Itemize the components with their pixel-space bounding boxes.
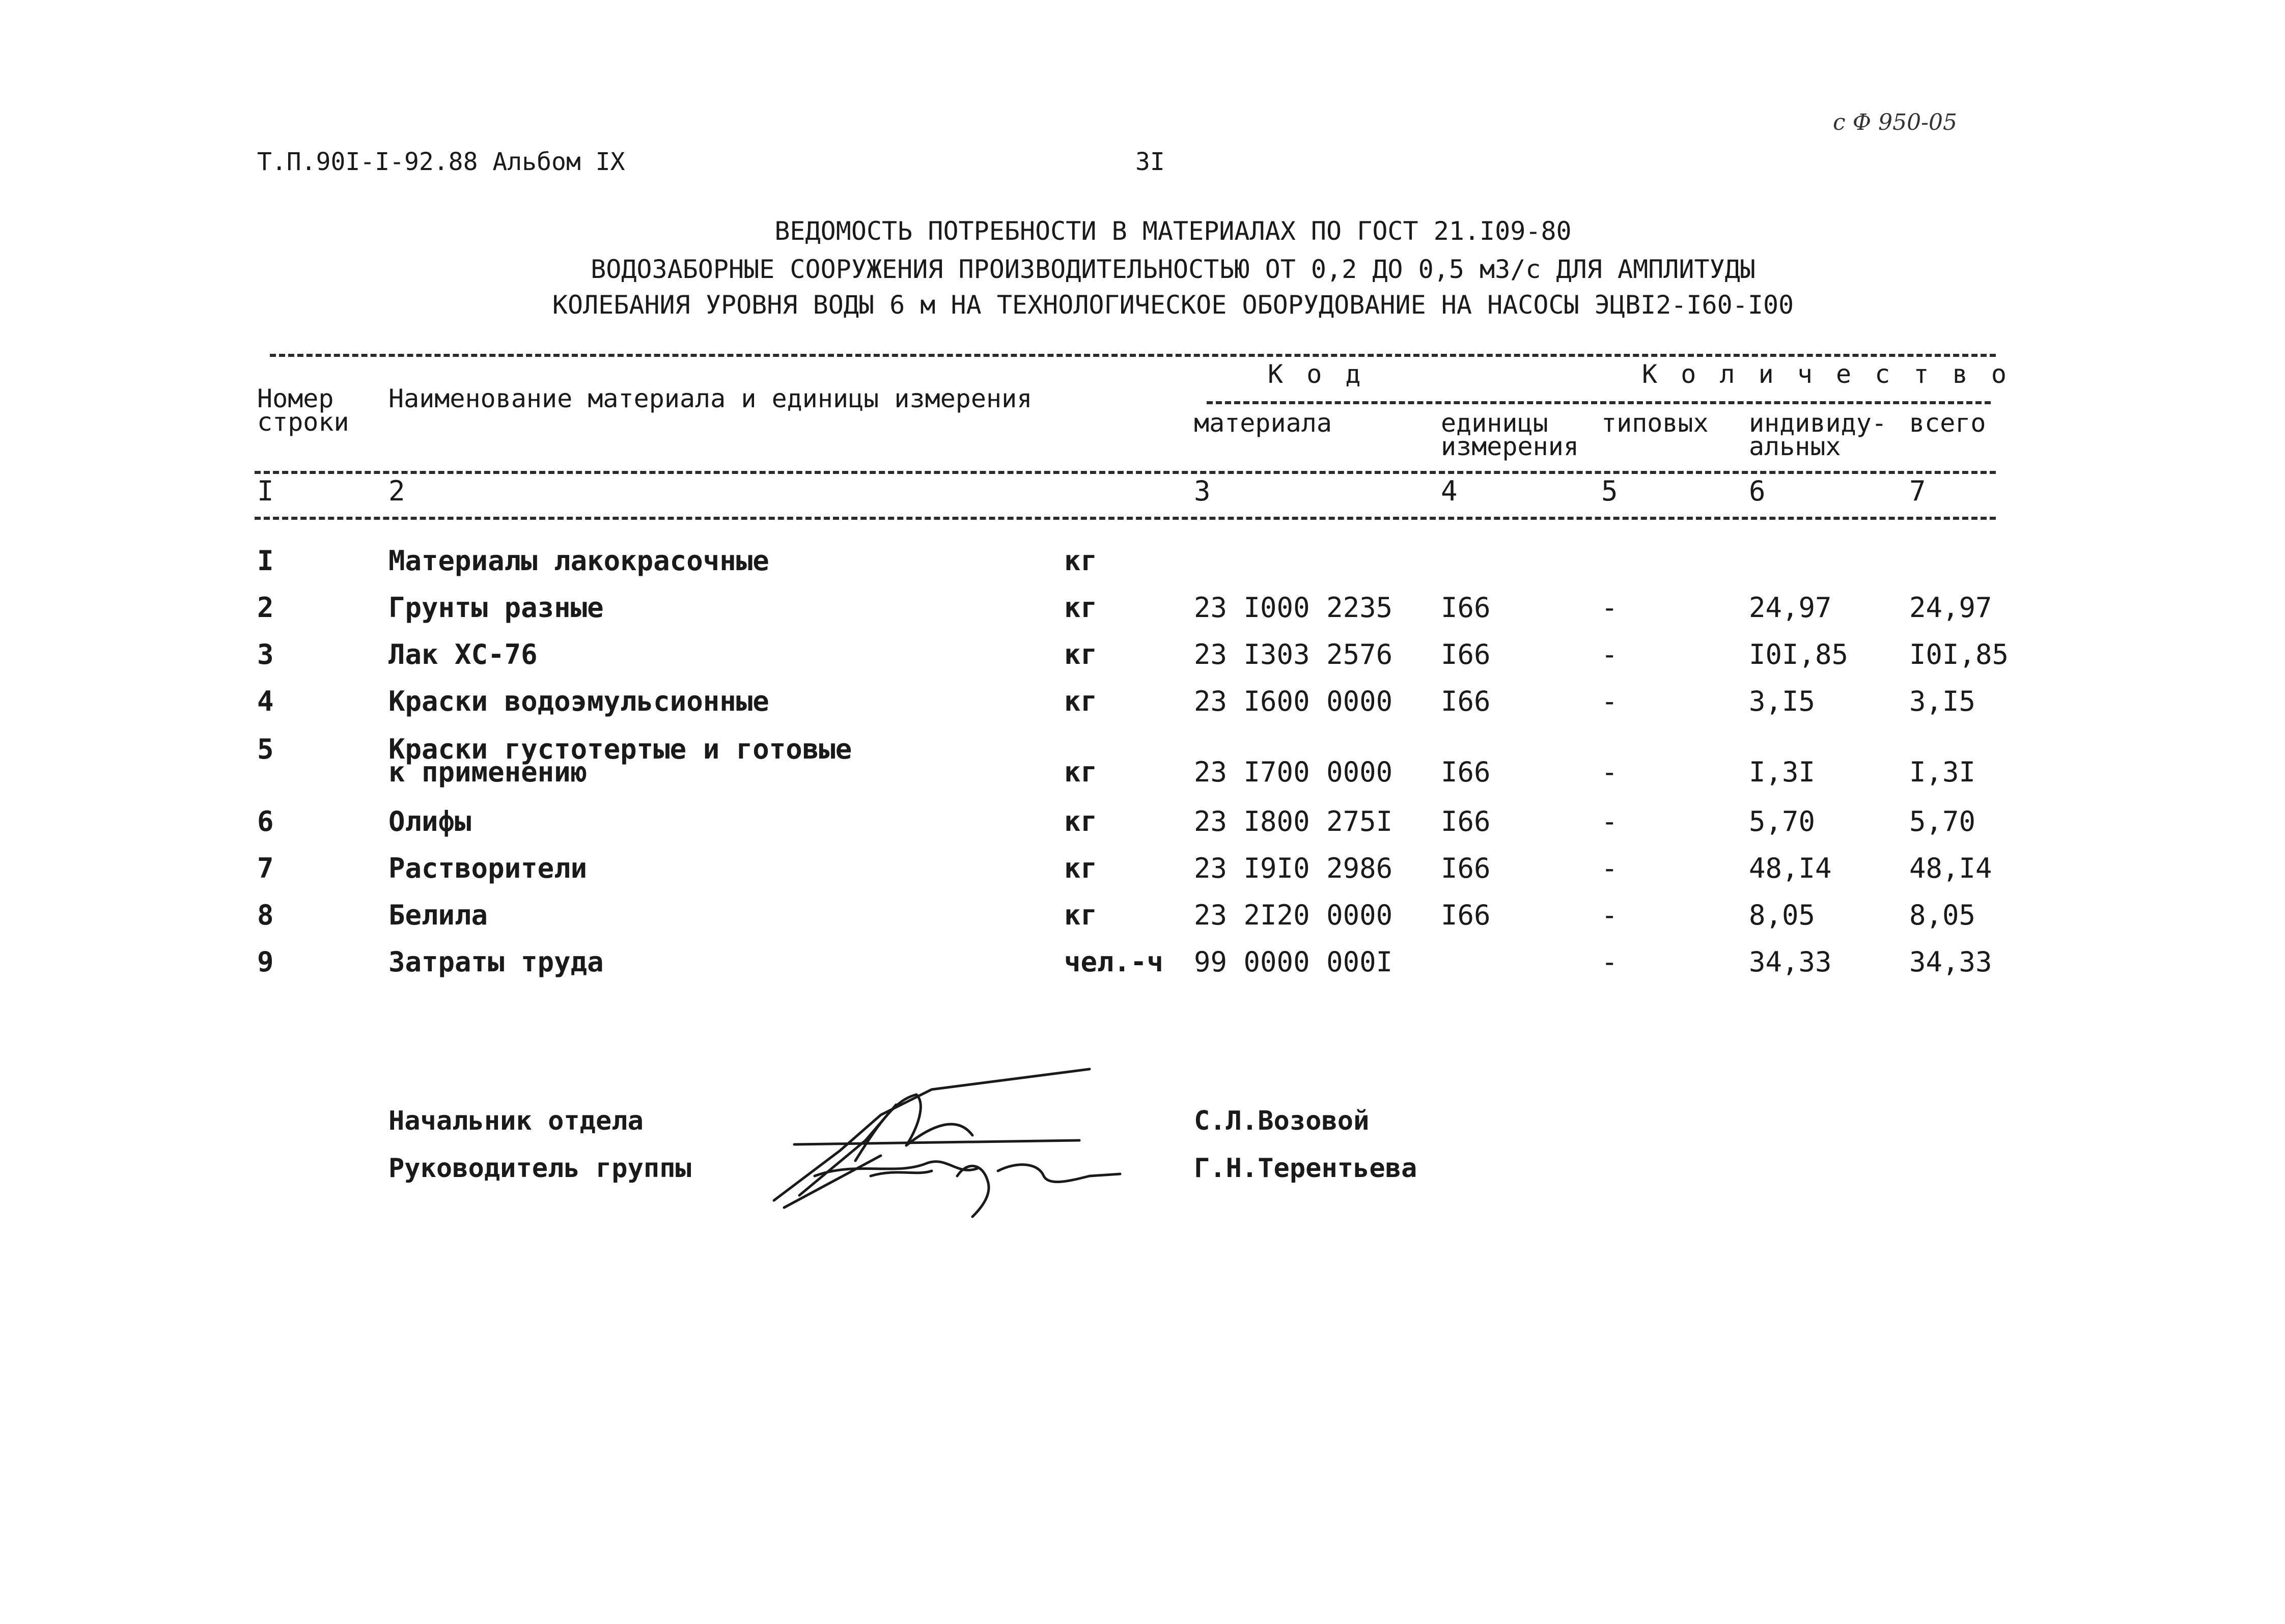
individual-quantity: 24,97 (1749, 592, 1832, 624)
header-individual: индивиду- альных (1749, 408, 1887, 461)
total-quantity: 3,I5 (1909, 685, 1976, 717)
title-line-3: КОЛЕБАНИЯ УРОВНЯ ВОДЫ 6 м НА ТЕХНОЛОГИЧЕСКОЕ ОБОРУДОВАНИЕ НА НАСОСЫ ЭЦВI2-I60-I00 (552, 290, 1794, 320)
row-number: 4 (257, 685, 274, 717)
unit-of-measure: кг (1064, 685, 1098, 717)
unit-of-measure: кг (1064, 638, 1098, 670)
unit-of-measure: кг (1064, 592, 1098, 624)
individual-quantity: 3,I5 (1749, 685, 1816, 717)
total-quantity: I,3I (1909, 756, 1976, 788)
column-number: 5 (1601, 475, 1618, 507)
individual-quantity: 48,I4 (1749, 852, 1832, 884)
typical-quantity: - (1601, 685, 1618, 717)
material-code: 23 I700 0000 (1194, 756, 1393, 788)
row-number: I (257, 545, 274, 577)
row-number: 3 (257, 638, 274, 670)
material-name: Краски густотертые и готовые (388, 733, 852, 765)
column-number: 3 (1194, 475, 1211, 507)
row-number: 9 (257, 946, 274, 978)
unit-code: I66 (1441, 638, 1491, 670)
document-id: Т.П.90I-I-92.88 Альбом IX (257, 148, 625, 176)
column-number: 7 (1909, 475, 1926, 507)
unit-of-measure: кг (1064, 545, 1098, 577)
total-quantity: 24,97 (1909, 592, 1992, 624)
unit-of-measure: чел.-ч (1064, 946, 1164, 978)
individual-quantity: 34,33 (1749, 946, 1832, 978)
material-name: Грунты разные (388, 592, 604, 624)
header-row-no: Номер строки (257, 384, 349, 437)
material-code: 23 I600 0000 (1194, 685, 1393, 717)
header-unit-code: единицы измерения (1441, 408, 1579, 461)
unit-of-measure: кг (1064, 852, 1098, 884)
total-quantity: 34,33 (1909, 946, 1992, 978)
row-number: 6 (257, 805, 274, 837)
individual-quantity: 5,70 (1749, 805, 1816, 837)
group-leader-name: Г.Н.Терентьева (1194, 1153, 1417, 1184)
material-name: Материалы лакокрасочные (388, 545, 769, 577)
unit-code: I66 (1441, 685, 1491, 717)
table-rule-group (1207, 401, 1991, 404)
head-of-department-name: С.Л.Возовой (1194, 1106, 1370, 1136)
material-code: 23 2I20 0000 (1194, 899, 1393, 931)
head-of-department-label: Начальник отдела (388, 1106, 644, 1136)
header-name: Наименование материала и единицы измерения (388, 384, 1033, 413)
material-name: Олифы (388, 805, 471, 837)
table-rule-colnums (255, 517, 1996, 520)
group-leader-label: Руководитель группы (388, 1153, 691, 1184)
total-quantity: 48,I4 (1909, 852, 1992, 884)
page-number: 3I (1135, 148, 1165, 176)
total-quantity: 8,05 (1909, 899, 1976, 931)
column-number: I (257, 475, 274, 507)
typical-quantity: - (1601, 899, 1618, 931)
unit-code: I66 (1441, 899, 1491, 931)
title-line-2: ВОДОЗАБОРНЫЕ СООРУЖЕНИЯ ПРОИЗВОДИТЕЛЬНОСТЬЮ ОТ 0,2 ДО 0,5 м3/с ДЛЯ АМПЛИТУДЫ (591, 255, 1755, 284)
unit-code: I66 (1441, 592, 1491, 624)
material-code: 99 0000 000I (1194, 946, 1393, 978)
material-name: Белила (388, 899, 488, 931)
individual-quantity: I0I,85 (1749, 638, 1849, 670)
handwritten-signature (764, 1059, 1151, 1232)
typical-quantity: - (1601, 592, 1618, 624)
material-name: к применению (388, 756, 588, 788)
material-name: Краски водоэмульсионные (388, 685, 769, 717)
individual-quantity: 8,05 (1749, 899, 1816, 931)
title-line-1: ВЕДОМОСТЬ ПОТРЕБНОСТИ В МАТЕРИАЛАХ ПО ГОСТ 21.I09-80 (774, 216, 1572, 246)
material-code: 23 I000 2235 (1194, 592, 1393, 624)
unit-code: I66 (1441, 756, 1491, 788)
material-code: 23 I303 2576 (1194, 638, 1393, 670)
unit-of-measure: кг (1064, 899, 1098, 931)
typical-quantity: - (1601, 946, 1618, 978)
material-code: 23 I9I0 2986 (1194, 852, 1393, 884)
handwritten-mark: с Ф 950-05 (1833, 109, 1957, 135)
row-number: 8 (257, 899, 274, 931)
row-number: 7 (257, 852, 274, 884)
individual-quantity: I,3I (1749, 756, 1816, 788)
unit-of-measure: кг (1064, 805, 1098, 837)
unit-code: I66 (1441, 805, 1491, 837)
column-number: 2 (388, 475, 405, 507)
header-typical: типовых (1601, 408, 1709, 438)
typical-quantity: - (1601, 756, 1618, 788)
material-code: 23 I800 275I (1194, 805, 1393, 837)
typical-quantity: - (1601, 805, 1618, 837)
header-material-code: материала (1194, 408, 1332, 438)
material-name: Лак ХС-76 (388, 638, 538, 670)
material-name: Растворители (388, 852, 588, 884)
unit-code: I66 (1441, 852, 1491, 884)
row-number: 2 (257, 592, 274, 624)
header-quantity-group: К о л и ч е с т в о (1642, 359, 2011, 389)
row-number: 5 (257, 733, 274, 765)
material-name: Затраты труда (388, 946, 604, 978)
table-rule-header (255, 471, 1996, 474)
header-total: всего (1909, 408, 1986, 438)
total-quantity: I0I,85 (1909, 638, 2009, 670)
header-code-group: К о д (1268, 359, 1365, 389)
table-rule-top (270, 354, 1996, 357)
column-number: 6 (1749, 475, 1766, 507)
column-number: 4 (1441, 475, 1458, 507)
typical-quantity: - (1601, 638, 1618, 670)
unit-of-measure: кг (1064, 756, 1098, 788)
total-quantity: 5,70 (1909, 805, 1976, 837)
typical-quantity: - (1601, 852, 1618, 884)
